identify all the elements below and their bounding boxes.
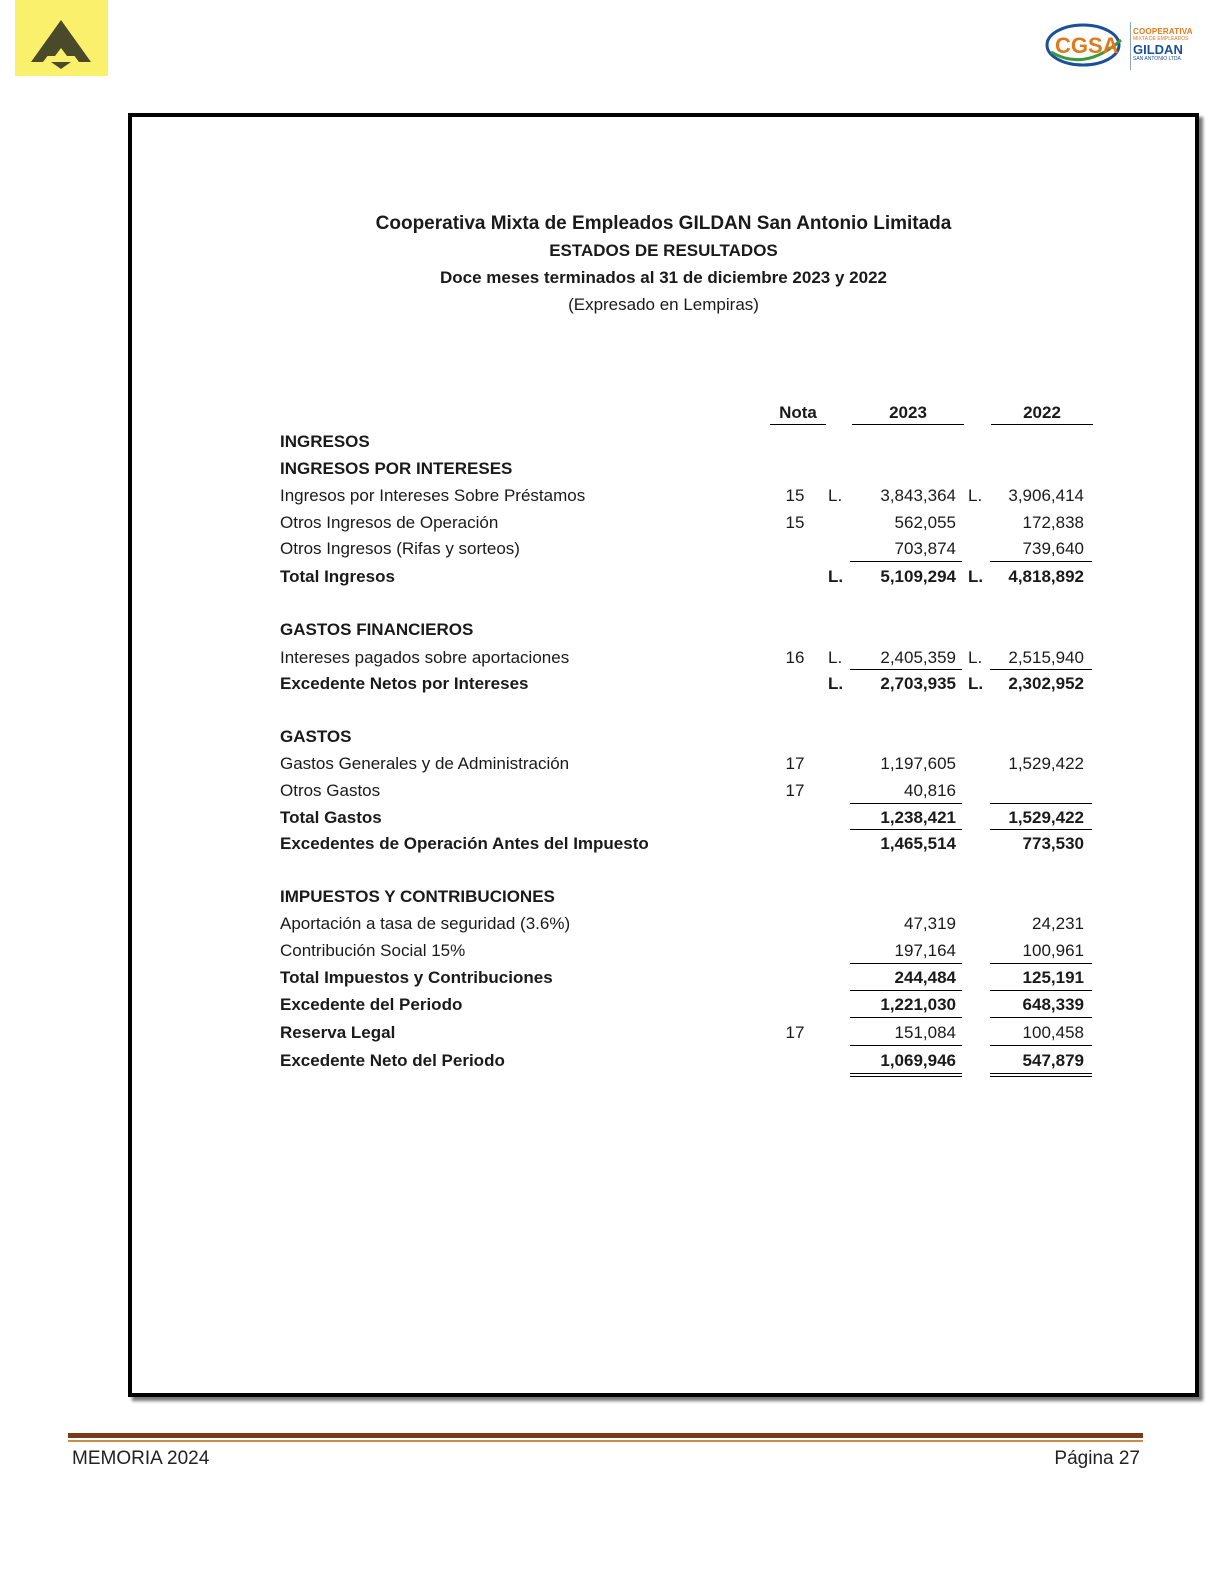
col-header-2022: 2022 — [991, 402, 1093, 425]
table-row — [132, 751, 1195, 777]
section-gastos-financieros: GASTOS FINANCIEROS — [280, 620, 474, 639]
value-2023: 151,084 — [894, 1023, 956, 1042]
income-statement-table — [132, 117, 1195, 1117]
tree-logo-icon — [15, 0, 108, 76]
table-row — [132, 510, 1195, 536]
value-2023: 5,109,294 — [880, 567, 956, 586]
underline — [990, 1045, 1092, 1046]
row-label: Excedente Netos por Intereses — [280, 674, 529, 693]
footer-memoria: MEMORIA 2024 — [72, 1448, 210, 1469]
value-2022: 1,529,422 — [1008, 808, 1084, 827]
underline — [850, 803, 962, 804]
double-underline — [990, 1073, 1092, 1074]
row-nota: 17 — [785, 781, 805, 800]
currency-2022: L. — [968, 648, 983, 667]
brand-short: CGSA — [1055, 33, 1119, 58]
underline — [850, 990, 962, 991]
table-row — [132, 778, 1195, 804]
value-2023: 244,484 — [894, 968, 956, 987]
value-2022: 2,302,952 — [1008, 674, 1084, 693]
double-underline — [850, 1076, 962, 1077]
brand-line-2: MIXTA DE EMPLEADOS — [1133, 36, 1189, 42]
statement-period: Doce meses terminados al 31 de diciembre 2023 y 2022 — [440, 268, 887, 287]
value-2023: 40,816 — [904, 781, 956, 800]
col-header-nota: Nota — [770, 402, 826, 425]
table-row — [132, 645, 1195, 671]
value-2022: 648,339 — [1022, 995, 1084, 1014]
section-impuestos: IMPUESTOS Y CONTRIBUCIONES — [280, 887, 555, 906]
value-2023: 2,703,935 — [880, 674, 956, 693]
row-label: Contribución Social 15% — [280, 941, 466, 960]
underline — [990, 1017, 1092, 1018]
brand-line-1: COOPERATIVA — [1133, 27, 1193, 36]
currency-2022: L. — [968, 567, 984, 586]
section-gastos: GASTOS — [280, 727, 352, 746]
brand-divider — [1130, 22, 1131, 70]
value-2022: 773,530 — [1022, 834, 1084, 853]
double-underline — [850, 1073, 962, 1074]
section-ingresos: INGRESOS — [280, 432, 370, 451]
value-2022: 172,838 — [1022, 513, 1084, 532]
total-row — [132, 805, 1195, 831]
currency-2023: L. — [828, 486, 843, 505]
value-2023: 1,069,946 — [880, 1051, 956, 1070]
value-2023: 1,465,514 — [880, 834, 956, 853]
underline — [850, 669, 962, 670]
section-heading — [132, 724, 1195, 750]
value-2023: 197,164 — [894, 941, 956, 960]
row-label: Total Gastos — [280, 808, 382, 827]
row-label: Aportación a tasa de seguridad (3.6%) — [280, 914, 571, 933]
row-label: Otros Ingresos de Operación — [280, 513, 499, 532]
total-row — [132, 564, 1195, 590]
section-heading — [132, 884, 1195, 910]
row-label: Total Ingresos — [280, 567, 395, 586]
cgsa-logo — [1045, 18, 1215, 74]
row-label: Otros Ingresos (Rifas y sorteos) — [280, 539, 520, 558]
underline — [990, 561, 1092, 562]
table-row — [132, 536, 1195, 562]
underline — [850, 963, 962, 964]
value-2022: 100,961 — [1022, 941, 1084, 960]
underline — [990, 963, 1092, 964]
double-underline — [990, 1076, 1092, 1077]
row-label: Gastos Generales y de Administración — [280, 754, 570, 773]
currency-2022: L. — [968, 674, 984, 693]
row-label: Reserva Legal — [280, 1023, 396, 1042]
row-label: Intereses pagados sobre aportaciones — [280, 648, 570, 667]
section-heading — [132, 429, 1195, 455]
value-2022: 1,529,422 — [1008, 754, 1084, 773]
underline — [990, 829, 1092, 830]
value-2022: 739,640 — [1022, 539, 1084, 558]
row-nota: 17 — [785, 754, 805, 773]
currency-2023: L. — [828, 674, 844, 693]
total-row — [132, 965, 1195, 991]
brand-text — [1133, 28, 1193, 62]
value-2023: 2,405,359 — [880, 648, 956, 667]
row-label: Excedente Neto del Periodo — [280, 1051, 505, 1070]
value-2022: 125,191 — [1022, 968, 1084, 987]
underline — [850, 1017, 962, 1018]
row-nota: 15 — [785, 486, 805, 505]
value-2023: 47,319 — [904, 914, 956, 933]
table-row — [132, 911, 1195, 937]
col-header-2023: 2023 — [852, 402, 964, 425]
row-label: Excedentes de Operación Antes del Impuesto — [280, 834, 649, 853]
table-row — [132, 938, 1195, 964]
row-nota: 17 — [785, 1023, 805, 1042]
value-2022: 547,879 — [1022, 1051, 1084, 1070]
currency-2022: L. — [968, 486, 983, 505]
row-label: Ingresos por Intereses Sobre Préstamos — [280, 486, 586, 505]
value-2022: 100,458 — [1022, 1023, 1084, 1042]
underline — [850, 1045, 962, 1046]
section-ingresos-intereses: INGRESOS POR INTERESES — [280, 459, 513, 478]
statement-subtitle: ESTADOS DE RESULTADOS — [549, 241, 778, 260]
statement-frame — [128, 113, 1199, 1397]
value-2023: 1,221,030 — [880, 995, 956, 1014]
underline — [850, 829, 962, 830]
corner-logo — [15, 0, 108, 76]
value-2022: 24,231 — [1032, 914, 1084, 933]
footer-page-number: Página 27 — [1054, 1448, 1140, 1469]
currency-2023: L. — [828, 648, 843, 667]
cgsa-emblem-icon — [1045, 22, 1127, 68]
total-row — [132, 831, 1195, 857]
brand-line-4: SAN ANTONIO LTDA. — [1133, 56, 1183, 62]
value-2022: 4,818,892 — [1008, 567, 1084, 586]
value-2023: 703,874 — [894, 539, 956, 558]
row-nota: 16 — [785, 648, 805, 667]
row-label: Total Impuestos y Contribuciones — [280, 968, 553, 987]
brand-line-3: GILDAN — [1133, 42, 1183, 57]
footer-rule — [68, 1433, 1143, 1438]
section-heading — [132, 456, 1195, 482]
underline — [990, 990, 1092, 991]
currency-2023: L. — [828, 567, 844, 586]
table-row — [132, 483, 1195, 509]
total-row — [132, 1048, 1195, 1074]
underline — [990, 669, 1092, 670]
value-2023: 1,238,421 — [880, 808, 956, 827]
underline — [850, 561, 962, 562]
row-nota: 15 — [785, 513, 805, 532]
value-2022: 3,906,414 — [1008, 486, 1084, 505]
table-row — [132, 1020, 1195, 1046]
value-2023: 562,055 — [894, 513, 956, 532]
section-heading — [132, 617, 1195, 643]
total-row — [132, 671, 1195, 697]
row-label: Otros Gastos — [280, 781, 381, 800]
total-row — [132, 992, 1195, 1018]
underline — [990, 803, 1092, 804]
value-2023: 3,843,364 — [880, 486, 956, 505]
footer-rule-thin — [68, 1440, 1143, 1442]
currency-note: (Expresado en Lempiras) — [568, 295, 759, 314]
row-label: Excedente del Periodo — [280, 995, 463, 1014]
statement-title: Cooperativa Mixta de Empleados GILDAN San Antonio Limitada — [375, 213, 952, 234]
value-2023: 1,197,605 — [880, 754, 956, 773]
value-2022: 2,515,940 — [1008, 648, 1084, 667]
